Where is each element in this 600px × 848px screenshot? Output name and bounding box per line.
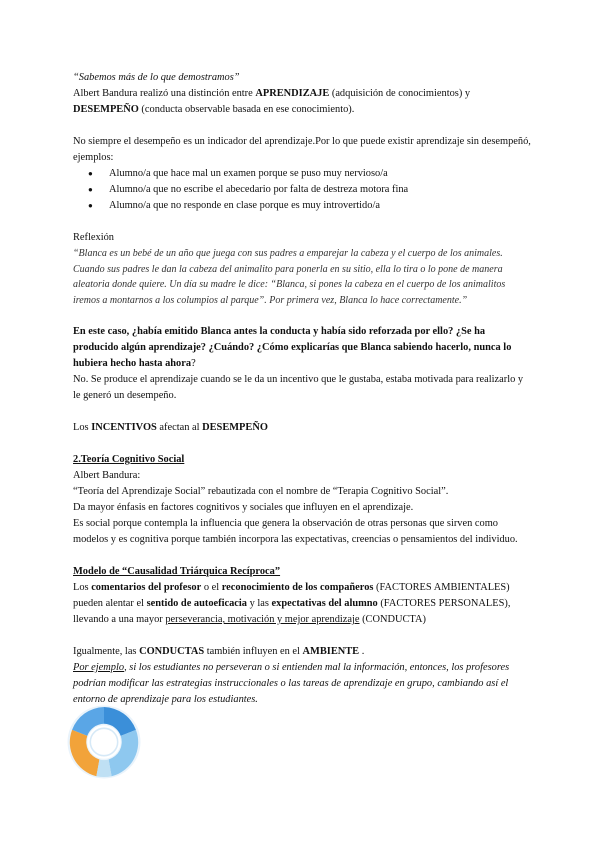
diagram-center	[87, 725, 120, 758]
model-text: o el	[201, 582, 222, 593]
model-text: Los	[73, 582, 92, 593]
incentivos-term: INCENTIVOS	[91, 422, 157, 433]
section2-line: Da mayor énfasis en factores cognitivos y sociales que influyen en el aprendizaje.	[73, 502, 414, 513]
model-title-text: Modelo de “Causalidad Triárquica Recíproca”	[73, 566, 281, 577]
model-text: y las	[247, 598, 272, 609]
model-title	[73, 564, 533, 580]
incentives-text-1: Los	[73, 422, 92, 433]
ambiente-term: AMBIENTE	[302, 646, 360, 657]
question-text: En este caso, ¿había emitido Blanca antes la conducta y había sido reforzada por ello? ¿Se ha producido algún aprendizaje? ¿Cuándo? ¿Cómo explicarías que Blanca sabiendo hacerlo, nunca lo hubiera hecho hasta ahora	[73, 326, 512, 369]
not-always-paragraph: No siempre el desempeño es un indicador del aprendizaje.Por lo que puede existir aprendizaje sin desempeñó, ejemplos:	[73, 136, 531, 163]
intro-text-2: (adquisición de conocimientos) y	[329, 88, 471, 99]
question-end: ?	[191, 358, 196, 369]
desempeno-term: DESEMPEÑO	[73, 104, 139, 115]
aprendizaje-term: APRENDIZAJE	[255, 88, 330, 99]
conductas-text: Igualmente, las	[73, 646, 140, 657]
section2-title	[73, 452, 533, 468]
model-bold: comentarios del profesor	[91, 582, 202, 593]
intro-text-1: Albert Bandura realizó una distinción entre	[73, 88, 256, 99]
list-item: ● Alumno/a que hace mal un examen porque se puso muy nervioso/a	[73, 166, 533, 182]
model-text: (FACTORES PERSONALES), llevando a una mayor	[73, 598, 511, 625]
section2-line: Es social porque contempla la influencia que genera la observación de otras personas que sirven como modelos y es cognitiva porque también incorpora las expectativas, creencias o pensamientos del individuo.	[73, 518, 518, 545]
intro-paragraph	[73, 86, 533, 118]
example-label: Por ejemplo	[73, 662, 125, 673]
desempeno-term-2: DESEMPEÑO	[202, 422, 268, 433]
reflection-text: “Blanca es un bebé de un año que juega con sus padres a emparejar la cabeza y el cuerpo de los animales. Cuando sus padres le dan la cabeza del animalito para ponerla en su sitio, ella lo tira o lo pone de manera aleatoria donde quiere. Un día su madre le dice: “Blanca, si pones la cabeza en el cuerpo de los animalitos iremos a montarnos a los columpios al parque”. Por primera vez, Blanca lo hace correctamente.”	[73, 248, 506, 306]
list-item: ● Alumno/a que no escribe el abecedario por falta de destreza motora fina	[73, 182, 533, 198]
model-text: (CONDUCTA)	[359, 614, 426, 625]
conductas-term: CONDUCTAS	[139, 646, 205, 657]
examples-list	[73, 166, 533, 214]
section2-author: Albert Bandura:	[73, 470, 141, 481]
model-bold: sentido de autoeficacia	[146, 598, 247, 609]
example-text: , si los estudiantes no perseveran o si entienden mal la información, entonces, los profesores podrían modificar las estrategias instruccionales o las tareas de aprendizaje en grupo, cambiando así el entorno de aprendizaje para los estudiantes.	[73, 662, 510, 705]
model-paragraph	[73, 580, 533, 628]
example-paragraph	[73, 660, 533, 708]
quote-title: “Sabemos más de lo que demostramos”	[73, 72, 240, 83]
conductas-text: también influyen en el	[204, 646, 303, 657]
reflection-label: Reflexión	[73, 232, 114, 243]
conductas-paragraph	[73, 644, 533, 660]
question-paragraph	[73, 324, 533, 372]
answer-paragraph: No. Se produce el aprendizaje cuando se le da un incentivo que le gustaba, estaba motivada para realizarlo y le generó un desempeño.	[73, 374, 524, 401]
incentives-paragraph	[73, 420, 533, 436]
section2-line: “Teoría del Aprendizaje Social” rebautizada con el nombre de “Terapia Cognitivo Social”.	[73, 486, 449, 497]
incentives-text-2: afectan al	[156, 422, 203, 433]
section2-title-text: 2.Teoría Cognitivo Social	[73, 454, 185, 465]
conductas-text: .	[359, 646, 365, 657]
intro-text-3: (conducta observable basada en ese conocimiento).	[138, 104, 355, 115]
model-bold: reconocimiento de los compañeros	[221, 582, 374, 593]
model-text: (FACTORES AMBIENTALES) pueden alentar el	[73, 582, 510, 609]
triadic-causality-diagram	[66, 704, 142, 780]
list-item: ● Alumno/a que no responde en clase porque es muy introvertido/a	[73, 198, 533, 214]
model-underline: perseverancia, motivación y mejor aprendizaje	[165, 614, 360, 625]
document-page	[73, 70, 533, 708]
model-bold: expectativas del alumno	[271, 598, 378, 609]
